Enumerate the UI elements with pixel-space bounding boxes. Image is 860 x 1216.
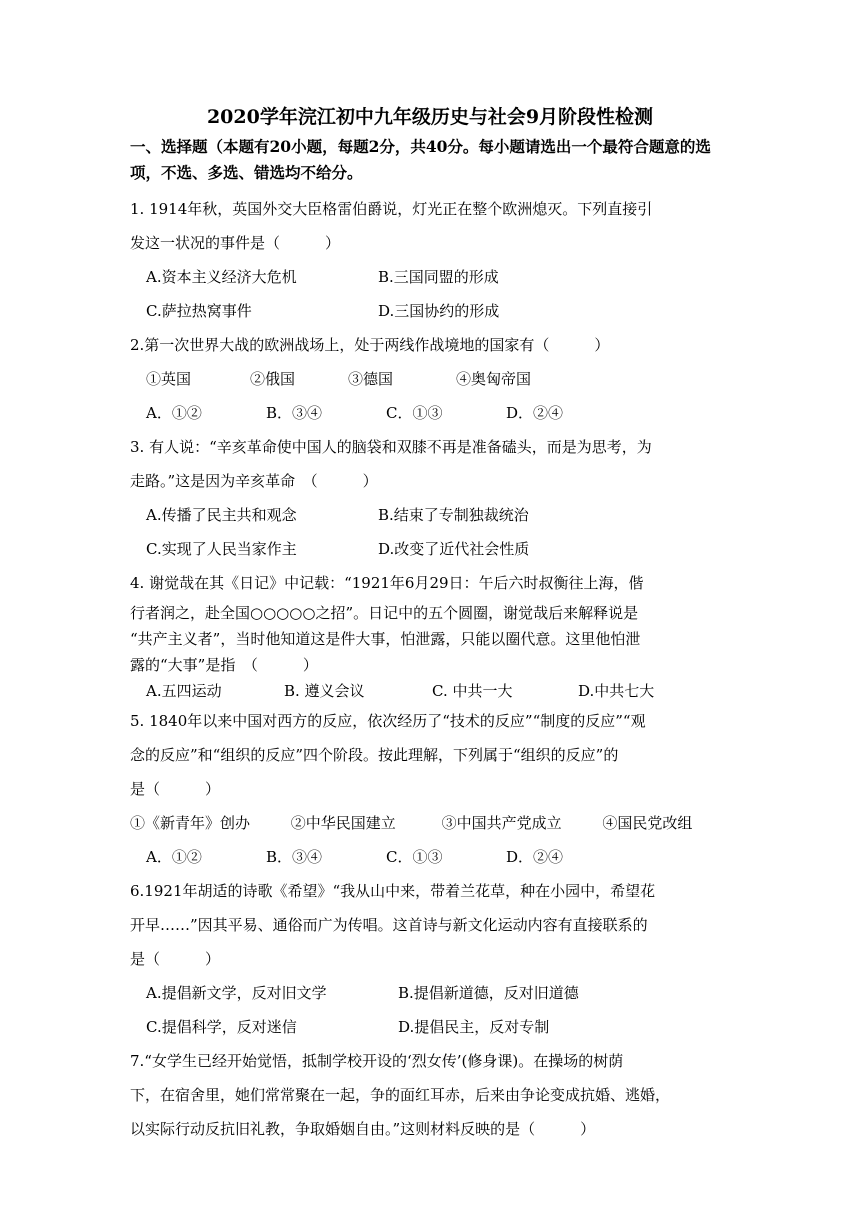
item-1: ①《新青年》创办 [130, 814, 251, 832]
option-a: A.资本主义经济大危机 [146, 268, 297, 286]
option-c: C．①③ [386, 848, 443, 866]
question-stem-line: 1. 1914年秋，英国外交大臣格雷伯爵说，灯光正在整个欧洲熄灭。下列直接引 [130, 200, 653, 218]
option-row [130, 260, 730, 294]
item-3: ③德国 [348, 370, 394, 388]
option-c: C.实现了人民当家作主 [146, 540, 297, 558]
item-4: ④国民党改组 [602, 814, 693, 832]
option-row [130, 532, 730, 566]
question-1 [130, 192, 730, 328]
option-a: A．①② [146, 404, 202, 422]
question-4 [130, 566, 730, 704]
option-a: A.提倡新文学，反对旧文学 [146, 984, 327, 1002]
question-6 [130, 874, 730, 1044]
question-stem-line: 以实际行动反抗旧礼教，争取婚姻自由。”这则材料反映的是（ ） [130, 1120, 596, 1138]
option-d: D．②④ [506, 848, 564, 866]
option-b: B.结束了专制独裁统治 [378, 506, 529, 524]
option-b: B. 遵义会议 [284, 682, 365, 700]
question-2 [130, 328, 730, 430]
option-b: B.提倡新道德，反对旧道德 [398, 984, 579, 1002]
item-row [130, 806, 730, 840]
item-3: ③中国共产党成立 [441, 814, 562, 832]
option-d: D.中共七大 [578, 682, 655, 700]
item-2: ②中华民国建立 [290, 814, 396, 832]
question-stem-line: 5. 1840年以来中国对西方的反应，依次经历了“技术的反应”“制度的反应”“观 [130, 712, 646, 730]
option-row [130, 678, 730, 704]
option-b: B．③④ [266, 404, 323, 422]
option-c: C. 中共一大 [432, 682, 513, 700]
option-row [130, 1010, 730, 1044]
option-c: C.提倡科学，反对迷信 [146, 1018, 297, 1036]
option-a: A．①② [146, 848, 202, 866]
question-stem-line: 发这一状况的事件是（ ） [130, 234, 341, 252]
option-c: C.萨拉热窝事件 [146, 302, 252, 320]
option-a: A.五四运动 [146, 682, 222, 700]
question-stem-line: 3. 有人说：“辛亥革命使中国人的脑袋和双膝不再是准备磕头，而是为思考，为 [130, 438, 652, 456]
option-d: D.改变了近代社会性质 [378, 540, 530, 558]
question-stem-line: 7.“女学生已经开始觉悟，抵制学校开设的‘烈女传’(修身课)。在操场的树荫 [130, 1052, 624, 1070]
option-row [130, 498, 730, 532]
item-2: ②俄国 [250, 370, 296, 388]
question-stem-line: 行者润之，赴全国○○○○○之招”。日记中的五个圆圈，谢觉哉后来解释说是 [130, 604, 639, 622]
option-row [130, 294, 730, 328]
question-5 [130, 704, 730, 874]
option-d: D.三国协约的形成 [378, 302, 500, 320]
question-stem-line: 露的“大事”是指 （ ） [130, 656, 318, 674]
question-3 [130, 430, 730, 566]
question-stem-line: 走路。”这是因为辛亥革命 （ ） [130, 472, 378, 490]
page-title: 2020学年浣江初中九年级历史与社会9月阶段性检测 [206, 106, 654, 128]
question-stem-line: 开早……”因其平易、通俗而广为传唱。这首诗与新文化运动内容有直接联系的 [130, 916, 648, 934]
section-heading: 一、选择题（本题有20小题，每题2分，共40分。每小题请选出一个最符合题意的选项，不选、多选、错选均不给分。 [130, 137, 711, 182]
question-7 [130, 1044, 730, 1146]
option-d: D．②④ [506, 404, 564, 422]
option-d: D.提倡民主，反对专制 [398, 1018, 550, 1036]
question-stem-line: 下，在宿舍里，她们常常聚在一起，争的面红耳赤，后来由争论变成抗婚、逃婚， [130, 1086, 671, 1104]
question-stem-line: 是（ ） [130, 780, 221, 798]
option-a: A.传播了民主共和观念 [146, 506, 297, 524]
option-row [130, 396, 730, 430]
item-1: ①英国 [146, 370, 192, 388]
question-stem-line: “共产主义者”，当时他知道这是件大事，怕泄露，只能以圈代意。这里他怕泄 [130, 630, 641, 648]
option-row [130, 976, 730, 1010]
option-b: B.三国同盟的形成 [378, 268, 499, 286]
exam-page [130, 100, 730, 1146]
question-stem-line: 是（ ） [130, 950, 221, 968]
option-b: B．③④ [266, 848, 323, 866]
option-row [130, 840, 730, 874]
item-row [130, 362, 730, 396]
question-stem-line: 4. 谢觉哉在其《日记》中记载：“1921年6月29日：午后六时叔衡往上海，偕 [130, 574, 644, 592]
question-stem-line: 2.第一次世界大战的欧洲战场上，处于两线作战境地的国家有（ ） [130, 336, 610, 354]
question-stem-line: 6.1921年胡适的诗歌《希望》“我从山中来，带着兰花草，种在小园中，希望花 [130, 882, 656, 900]
question-stem-line: 念的反应”和“组织的反应”四个阶段。按此理解，下列属于“组织的反应”的 [130, 746, 619, 764]
option-c: C．①③ [386, 404, 443, 422]
item-4: ④奥匈帝国 [456, 370, 532, 388]
